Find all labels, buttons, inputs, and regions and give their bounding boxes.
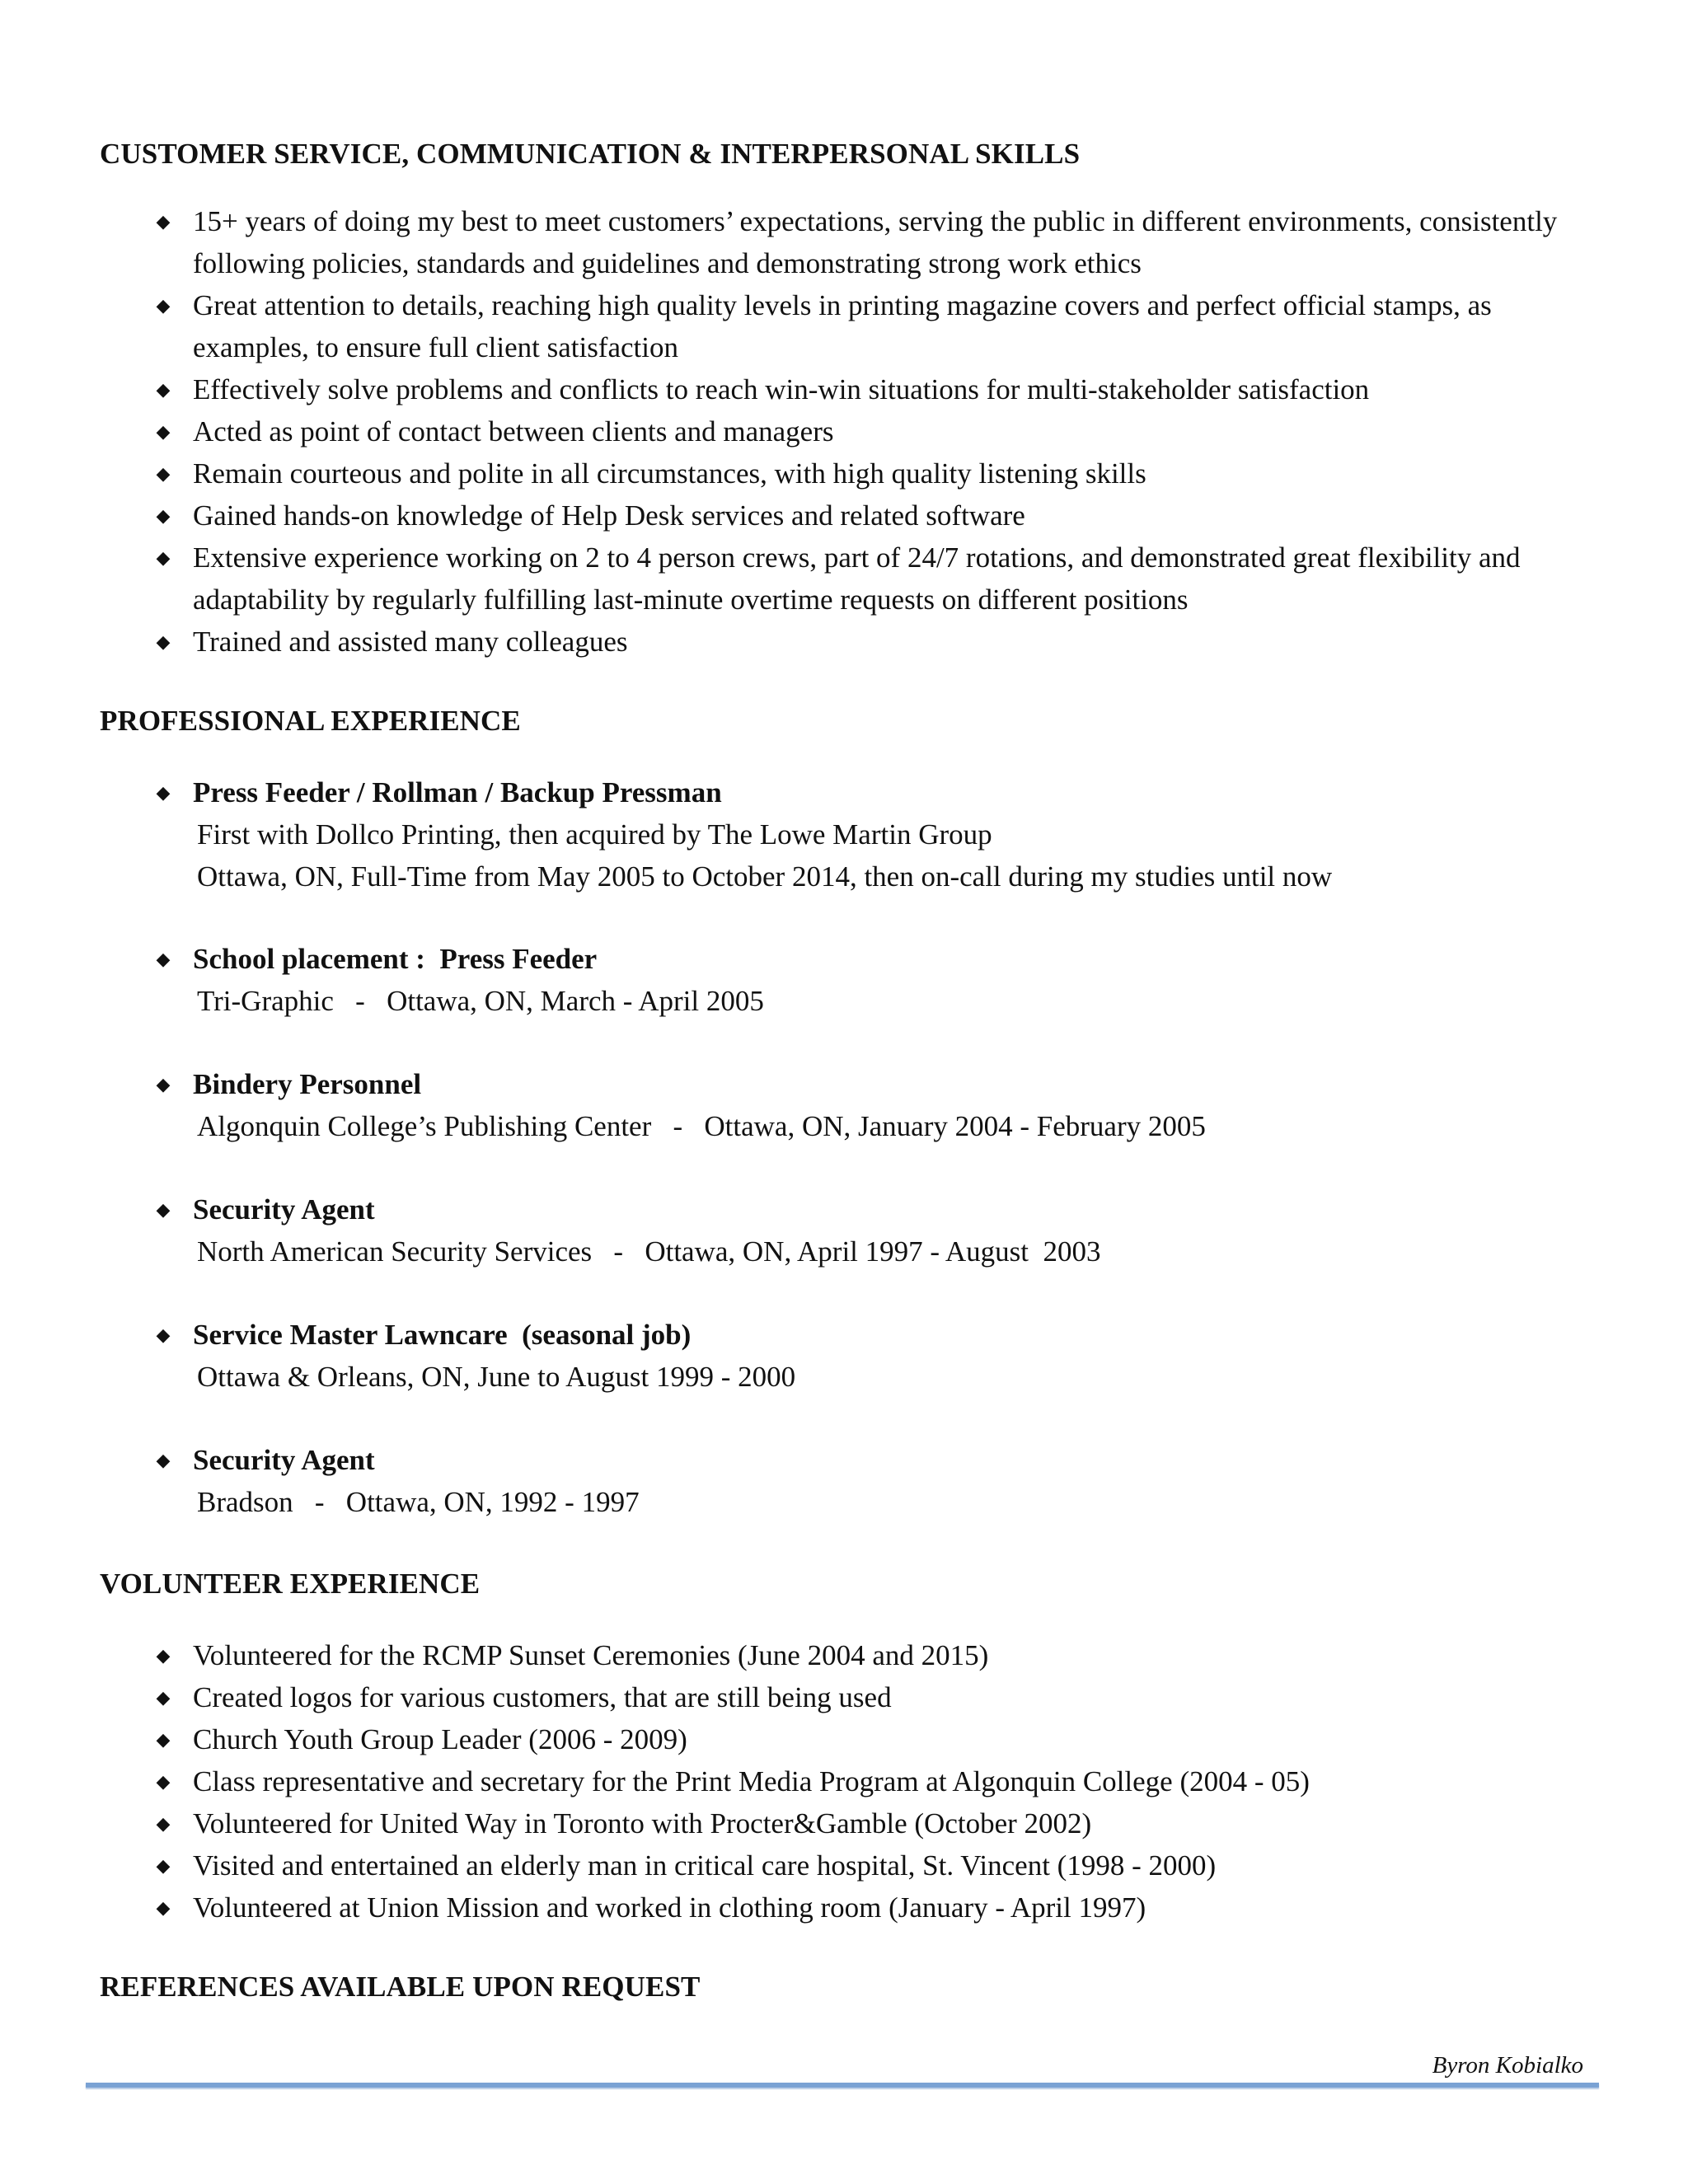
list-item (0, 1760, 1578, 1802)
customer-service-list (0, 200, 1578, 663)
bullet-icon: ◆ (156, 1450, 171, 1470)
list-item-text: Great attention to details, reaching high quality levels in printing magazine covers and perfect official stamps, as examples, to ensure full client satisfaction (193, 289, 1492, 363)
list-item (0, 537, 1578, 621)
bullet-icon: ◆ (156, 463, 171, 484)
bullet-icon: ◆ (156, 421, 171, 442)
list-item-text: Effectively solve problems and conflicts to reach win-win situations for multi-stakeholder satisfaction (193, 373, 1370, 405)
list-item (0, 1886, 1578, 1929)
job-detail: Ottawa, ON, Full-Time from May 2005 to October 2014, then on-call during my studies until now (197, 860, 1333, 893)
bullet-icon: ◆ (156, 1729, 171, 1750)
list-item-text: Volunteered for the RCMP Sunset Ceremonies (June 2004 and 2015) (193, 1639, 989, 1671)
bullet-icon: ◆ (156, 1897, 171, 1918)
bullet-icon: ◆ (156, 547, 171, 568)
list-item-text: 15+ years of doing my best to meet customers’ expectations, serving the public in different environments, consistently following policies, standards and guidelines and demonstrating strong work ethics (193, 205, 1558, 279)
footer-divider (86, 2083, 1599, 2088)
bullet-icon: ◆ (156, 631, 171, 652)
job-title: School placement : Press Feeder (193, 943, 598, 975)
bullet-icon: ◆ (156, 505, 171, 526)
footer-name: Byron Kobialko (1432, 2052, 1583, 2079)
list-item (0, 1802, 1578, 1844)
job-title: Security Agent (193, 1193, 375, 1226)
volunteer-experience-heading: VOLUNTEER EXPERIENCE (100, 1568, 481, 1600)
bullet-icon: ◆ (156, 1199, 171, 1220)
list-item (0, 1634, 1578, 1676)
job-title: Service Master Lawncare (seasonal job) (193, 1319, 692, 1351)
list-item-text: Church Youth Group Leader (2006 - 2009) (193, 1723, 687, 1755)
list-item-text: Volunteered at Union Mission and worked in clothing room (January - April 1997) (193, 1891, 1146, 1924)
bullet-icon: ◆ (156, 1855, 171, 1876)
bullet-icon: ◆ (156, 1074, 171, 1094)
list-item-text: Created logos for various customers, that are still being used (193, 1681, 892, 1713)
list-item (0, 1676, 1578, 1718)
list-item (0, 494, 1578, 537)
job-title: Press Feeder / Rollman / Backup Pressman (193, 776, 722, 808)
list-item (0, 452, 1578, 494)
list-item-text: Extensive experience working on 2 to 4 person crews, part of 24/7 rotations, and demonstrated great flexibility and adaptability by regularly fulfilling last-minute overtime requests on different positions (193, 541, 1521, 616)
list-item (0, 1844, 1578, 1886)
list-item-text: Acted as point of contact between clients and managers (193, 415, 834, 448)
list-item-text: Class representative and secretary for the Print Media Program at Algonquin College (2004 - 05) (193, 1765, 1310, 1797)
list-item (0, 410, 1578, 452)
bullet-icon: ◆ (156, 379, 171, 400)
bullet-icon: ◆ (156, 211, 171, 232)
list-item (0, 284, 1578, 368)
list-item-text: Trained and assisted many colleagues (193, 626, 628, 658)
list-item (0, 200, 1578, 284)
volunteer-list (0, 1634, 1578, 1929)
bullet-icon: ◆ (156, 949, 171, 969)
bullet-icon: ◆ (156, 782, 171, 803)
bullet-icon: ◆ (156, 1813, 171, 1834)
list-item (0, 1718, 1578, 1760)
customer-service-heading: CUSTOMER SERVICE, COMMUNICATION & INTERPERSONAL SKILLS (100, 138, 1081, 170)
list-item-text: Visited and entertained an elderly man in critical care hospital, St. Vincent (1998 - 2000) (193, 1849, 1217, 1882)
bullet-icon: ◆ (156, 1771, 171, 1792)
job-detail: First with Dollco Printing, then acquired by The Lowe Martin Group (197, 818, 992, 851)
list-item-text: Gained hands-on knowledge of Help Desk services and related software (193, 499, 1025, 532)
list-item-text: Remain courteous and polite in all circumstances, with high quality listening skills (193, 457, 1146, 490)
professional-experience-heading: PROFESSIONAL EXPERIENCE (100, 705, 521, 737)
bullet-icon: ◆ (156, 1645, 171, 1666)
job-detail: Tri-Graphic - Ottawa, ON, March - April 2005 (197, 985, 764, 1017)
references-heading: REFERENCES AVAILABLE UPON REQUEST (100, 1971, 701, 2003)
bullet-icon: ◆ (156, 295, 171, 316)
job-detail: Ottawa & Orleans, ON, June to August 1999 - 2000 (197, 1361, 796, 1393)
job-title: Bindery Personnel (193, 1068, 422, 1100)
job-detail: Bradson - Ottawa, ON, 1992 - 1997 (197, 1486, 640, 1518)
bullet-icon: ◆ (156, 1324, 171, 1345)
list-item (0, 621, 1578, 663)
bullet-icon: ◆ (156, 1687, 171, 1708)
job-detail: Algonquin College’s Publishing Center - Ottawa, ON, January 2004 - February 2005 (197, 1110, 1206, 1142)
list-item (0, 368, 1578, 410)
job-title: Security Agent (193, 1444, 375, 1476)
list-item-text: Volunteered for United Way in Toronto with Procter&Gamble (October 2002) (193, 1807, 1092, 1840)
job-detail: North American Security Services - Ottawa, ON, April 1997 - August 2003 (197, 1235, 1101, 1268)
